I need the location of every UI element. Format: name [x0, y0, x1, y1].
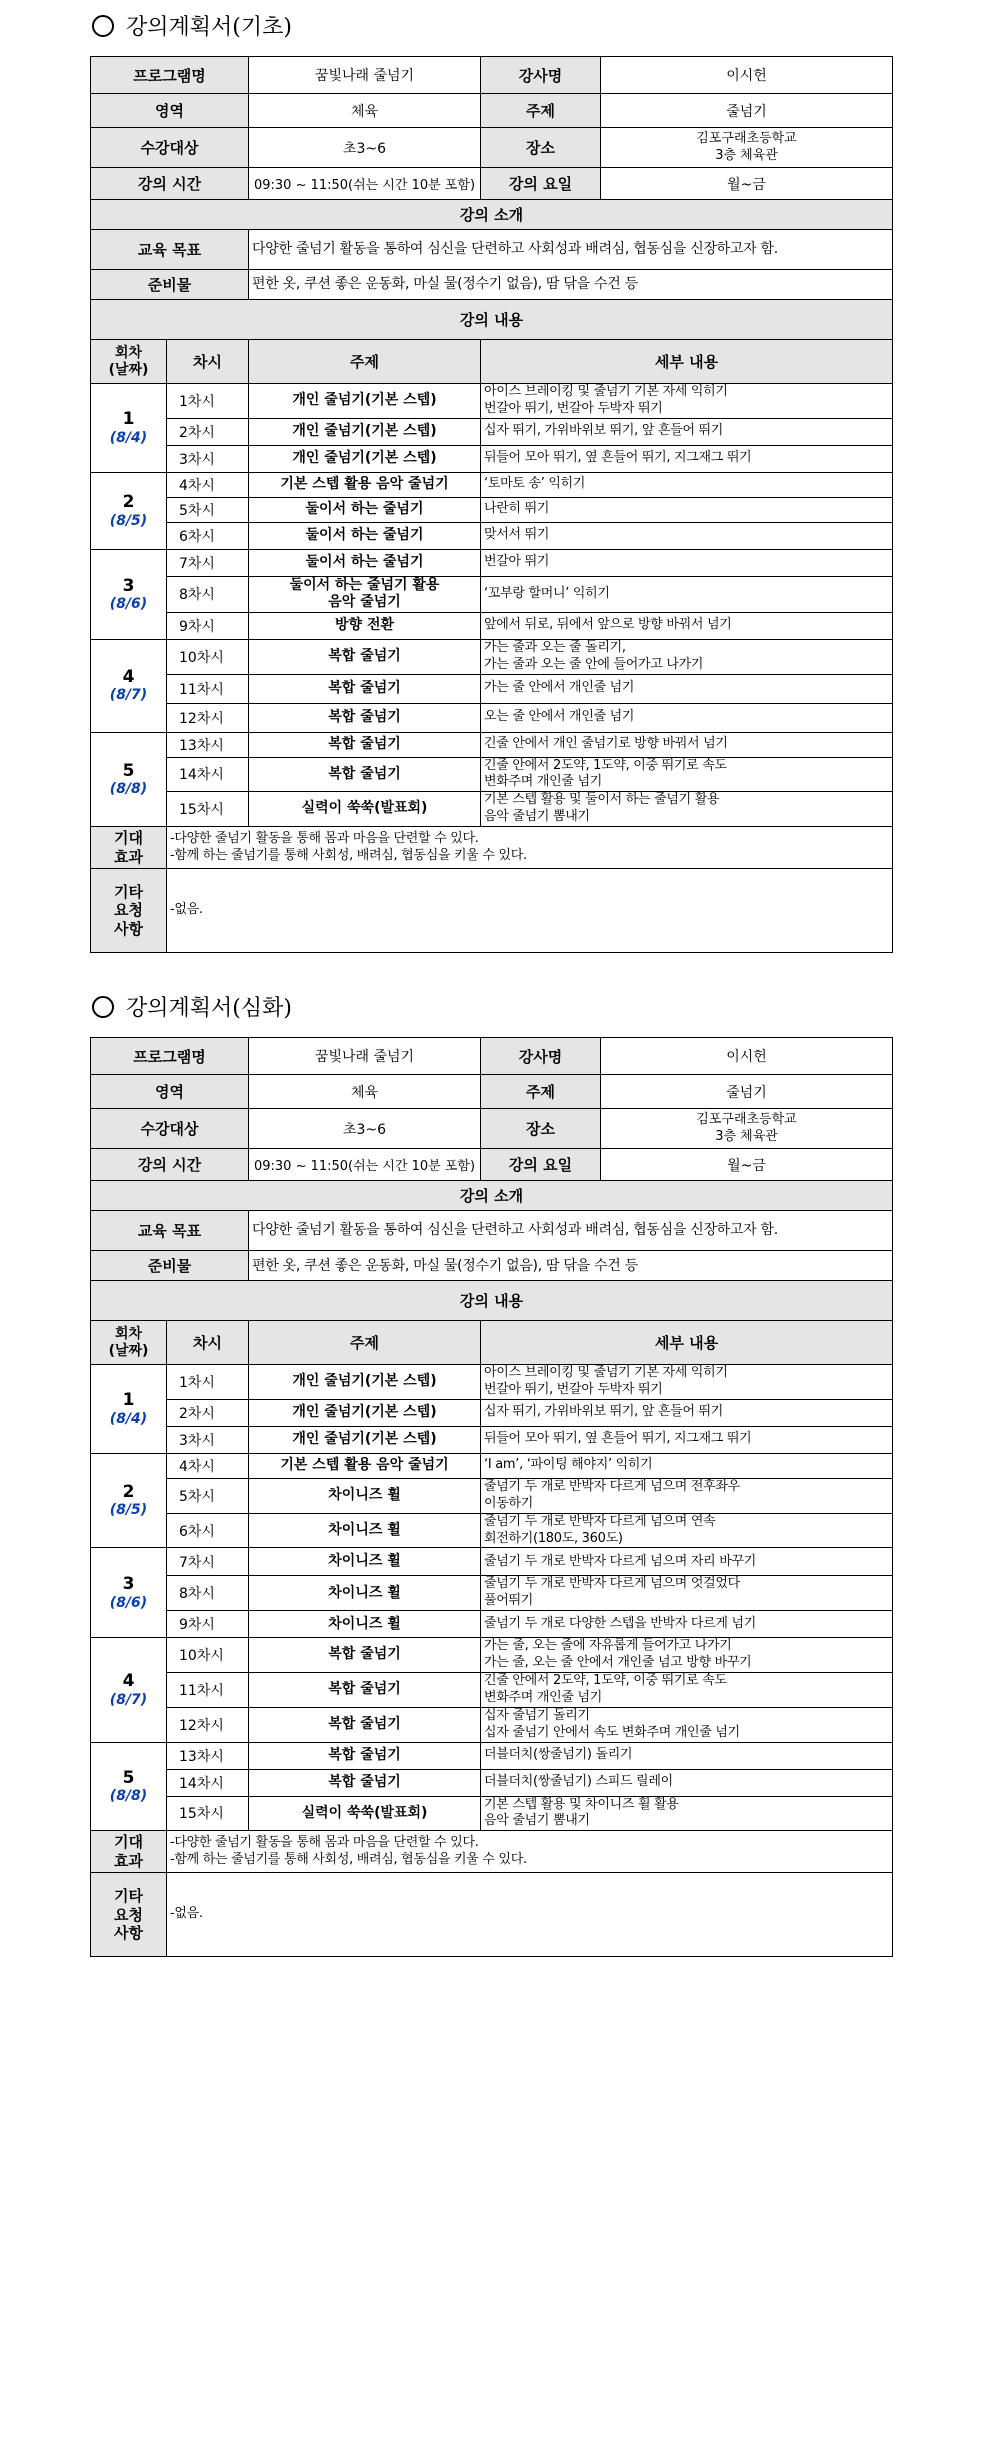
chasi-cell: 3차시 [167, 1426, 249, 1453]
topic-cell: 복합 줄넘기 [249, 1707, 481, 1742]
chasi-cell: 8차시 [167, 1576, 249, 1611]
detail-cell: 긴줄 안에서 2도약, 1도약, 이중 뛰기로 속도 변화주며 개인줄 넘기 [481, 757, 893, 792]
topic-cell: 방향 전환 [249, 612, 481, 639]
topic-cell: 차이니즈 휠 [249, 1513, 481, 1548]
target-value: 초3~6 [249, 128, 481, 168]
detail-cell: 가는 줄과 오는 줄 돌리기, 가는 줄과 오는 줄 안에 들어가고 나가기 [481, 639, 893, 674]
session-date: (8/8) [109, 781, 148, 798]
topic-cell: 기본 스텝 활용 음악 줄넘기 [249, 472, 481, 497]
session-number-cell [91, 1548, 167, 1638]
topic-cell: 실력이 쑥쑥(발표회) [249, 792, 481, 827]
section-title-text: 강의계획서(기초) [126, 15, 292, 40]
topic-cell: 복합 줄넘기 [249, 1742, 481, 1769]
detail-cell: 십자 줄넘기 돌리기 십자 줄넘기 안에서 속도 변화주며 개인줄 넘기 [481, 1707, 893, 1742]
topic-cell: 개인 줄넘기(기본 스텝) [249, 445, 481, 472]
topic-cell: 복합 줄넘기 [249, 757, 481, 792]
topic-cell: 차이니즈 휠 [249, 1611, 481, 1638]
target-label: 수강대상 [91, 128, 249, 168]
col-detail-header: 세부 내용 [481, 340, 893, 384]
session-number-cell [91, 1742, 167, 1831]
goal-label: 교육 목표 [91, 1211, 249, 1251]
chasi-cell: 2차시 [167, 418, 249, 445]
program-label: 프로그램명 [91, 57, 249, 94]
subject-value: 줄넘기 [601, 1075, 893, 1109]
topic-cell: 복합 줄넘기 [249, 1769, 481, 1796]
col-round-header: 회차 (날짜) [91, 1321, 167, 1365]
chasi-cell: 2차시 [167, 1399, 249, 1426]
chasi-cell: 14차시 [167, 757, 249, 792]
place-label: 장소 [481, 128, 601, 168]
topic-cell: 차이니즈 휠 [249, 1576, 481, 1611]
topic-cell: 기본 스텝 활용 음악 줄넘기 [249, 1453, 481, 1478]
detail-cell: 기본 스텝 활용 및 차이니즈 휠 활용 음악 줄넘기 뽐내기 [481, 1796, 893, 1831]
other-label: 기타 요청 사항 [91, 869, 167, 953]
session-date: (8/5) [109, 512, 148, 529]
instructor-label: 강사명 [481, 1038, 601, 1075]
chasi-cell: 15차시 [167, 1796, 249, 1831]
content-header: 강의 내용 [91, 1281, 893, 1321]
detail-cell: 뒤들어 모아 뛰기, 옆 흔들어 뛰기, 지그재그 뛰기 [481, 445, 893, 472]
chasi-cell: 9차시 [167, 1611, 249, 1638]
program-value: 꿈빛나래 줄넘기 [249, 57, 481, 94]
detail-cell: 번갈아 뛰기 [481, 549, 893, 576]
other-value: -없음. [167, 1873, 893, 1957]
session-number: 2 [122, 492, 135, 513]
chasi-cell: 5차시 [167, 1478, 249, 1513]
time-label: 강의 시간 [91, 1149, 249, 1181]
lecture-plan-table [90, 1037, 893, 1957]
session-number: 5 [122, 760, 135, 781]
other-label: 기타 요청 사항 [91, 1873, 167, 1957]
col-chasi-header: 차시 [167, 1321, 249, 1365]
prep-label: 준비물 [91, 270, 249, 300]
place-value: 김포구래초등학교 3층 체육관 [601, 1109, 893, 1149]
session-date: (8/8) [109, 1788, 148, 1805]
detail-cell: 더블더치(쌍줄넘기) 돌리기 [481, 1742, 893, 1769]
chasi-cell: 15차시 [167, 792, 249, 827]
chasi-cell: 4차시 [167, 1453, 249, 1478]
col-topic-header: 주제 [249, 340, 481, 384]
session-date: (8/4) [109, 429, 148, 446]
instructor-label: 강사명 [481, 57, 601, 94]
topic-cell: 둘이서 하는 줄넘기 활용 음악 줄넘기 [249, 576, 481, 612]
place-value: 김포구래초등학교 3층 체육관 [601, 128, 893, 168]
content-header: 강의 내용 [91, 300, 893, 340]
chasi-cell: 13차시 [167, 1742, 249, 1769]
chasi-cell: 10차시 [167, 1638, 249, 1673]
chasi-cell: 4차시 [167, 472, 249, 497]
detail-cell: 아이스 브레이킹 및 줄넘기 기본 자세 익히기 번갈아 뛰기, 번갈아 두박자 뛰기 [481, 384, 893, 419]
time-value: 09:30 ~ 11:50(쉬는 시간 10분 포함) [249, 1149, 481, 1181]
intro-header: 강의 소개 [91, 200, 893, 230]
col-chasi-header: 차시 [167, 340, 249, 384]
detail-cell: ‘토마토 송’ 익히기 [481, 472, 893, 497]
chasi-cell: 12차시 [167, 1707, 249, 1742]
target-value: 초3~6 [249, 1109, 481, 1149]
session-date: (8/7) [109, 1691, 148, 1708]
topic-cell: 개인 줄넘기(기본 스텝) [249, 1365, 481, 1400]
chasi-cell: 12차시 [167, 703, 249, 732]
chasi-cell: 6차시 [167, 522, 249, 549]
lecture-plan-section [0, 981, 992, 1957]
program-value: 꿈빛나래 줄넘기 [249, 1038, 481, 1075]
topic-cell: 개인 줄넘기(기본 스텝) [249, 1399, 481, 1426]
subject-label: 주제 [481, 1075, 601, 1109]
goal-value: 다양한 줄넘기 활동을 통하여 심신을 단련하고 사회성과 배려심, 협동심을 신장하고자 함. [249, 230, 893, 270]
topic-cell: 차이니즈 휠 [249, 1478, 481, 1513]
other-value: -없음. [167, 869, 893, 953]
session-date: (8/4) [109, 1410, 148, 1427]
section-title [0, 981, 992, 1037]
prep-value: 편한 옷, 쿠션 좋은 운동화, 마실 물(정수기 없음), 땀 닦을 수건 등 [249, 270, 893, 300]
session-date: (8/6) [109, 1594, 148, 1611]
intro-header: 강의 소개 [91, 1181, 893, 1211]
effect-value: -다양한 줄넘기 활동을 통해 몸과 마음을 단련할 수 있다. -함께 하는 줄넘기를 통해 사회성, 배려심, 협동심을 키울 수 있다. [167, 827, 893, 869]
goal-label: 교육 목표 [91, 230, 249, 270]
chasi-cell: 7차시 [167, 1548, 249, 1576]
effect-label: 기대 효과 [91, 1831, 167, 1873]
chasi-cell: 13차시 [167, 732, 249, 757]
session-date: (8/6) [109, 596, 148, 613]
effect-value: -다양한 줄넘기 활동을 통해 몸과 마음을 단련할 수 있다. -함께 하는 줄넘기를 통해 사회성, 배려심, 협동심을 키울 수 있다. [167, 1831, 893, 1873]
circle-bullet-icon [92, 996, 114, 1018]
lecture-plan-table [90, 56, 893, 953]
detail-cell: 줄넘기 두 개로 반박자 다르게 넘으며 연속 회전하기(180도, 360도) [481, 1513, 893, 1548]
detail-cell: 줄넘기 두 개로 반박자 다르게 넘으며 엇걸었다 풀어뛰기 [481, 1576, 893, 1611]
day-label: 강의 요일 [481, 1149, 601, 1181]
field-label: 영역 [91, 94, 249, 128]
detail-cell: 가는 줄 안에서 개인줄 넘기 [481, 674, 893, 703]
time-value: 09:30 ~ 11:50(쉬는 시간 10분 포함) [249, 168, 481, 200]
lecture-plan-section [0, 0, 992, 953]
detail-cell: 더블더치(쌍줄넘기) 스피드 릴레이 [481, 1769, 893, 1796]
field-value: 체육 [249, 94, 481, 128]
topic-cell: 개인 줄넘기(기본 스텝) [249, 1426, 481, 1453]
chasi-cell: 1차시 [167, 1365, 249, 1400]
session-number: 3 [122, 575, 135, 596]
session-number: 5 [122, 1767, 135, 1788]
session-number: 2 [122, 1482, 135, 1503]
chasi-cell: 5차시 [167, 497, 249, 522]
detail-cell: ‘꼬부랑 할머니’ 익히기 [481, 576, 893, 612]
session-number-cell [91, 1453, 167, 1548]
chasi-cell: 11차시 [167, 674, 249, 703]
topic-cell: 실력이 쑥쑥(발표회) [249, 1796, 481, 1831]
topic-cell: 복합 줄넘기 [249, 639, 481, 674]
session-number-cell [91, 384, 167, 473]
effect-label: 기대 효과 [91, 827, 167, 869]
detail-cell: 기본 스텝 활용 및 둘이서 하는 줄넘기 활용 음악 줄넘기 뽐내기 [481, 792, 893, 827]
detail-cell: 긴줄 안에서 개인 줄넘기로 방향 바꿔서 넘기 [481, 732, 893, 757]
detail-cell: 줄넘기 두 개로 다양한 스텝을 반박자 다르게 넘기 [481, 1611, 893, 1638]
target-label: 수강대상 [91, 1109, 249, 1149]
subject-value: 줄넘기 [601, 94, 893, 128]
detail-cell: 십자 뛰기, 가위바위보 뛰기, 앞 흔들어 뛰기 [481, 418, 893, 445]
program-label: 프로그램명 [91, 1038, 249, 1075]
session-number-cell [91, 472, 167, 549]
session-number: 1 [122, 1390, 135, 1411]
topic-cell: 복합 줄넘기 [249, 1638, 481, 1673]
field-label: 영역 [91, 1075, 249, 1109]
col-round-header: 회차 (날짜) [91, 340, 167, 384]
chasi-cell: 14차시 [167, 1769, 249, 1796]
detail-cell: 맞서서 뛰기 [481, 522, 893, 549]
detail-cell: 십자 뛰기, 가위바위보 뛰기, 앞 흔들어 뛰기 [481, 1399, 893, 1426]
col-topic-header: 주제 [249, 1321, 481, 1365]
detail-cell: 가는 줄, 오는 줄에 자유롭게 들어가고 나가기 가는 줄, 오는 줄 안에서 개인줄 넘고 방향 바꾸기 [481, 1638, 893, 1673]
prep-value: 편한 옷, 쿠션 좋은 운동화, 마실 물(정수기 없음), 땀 닦을 수건 등 [249, 1251, 893, 1281]
topic-cell: 개인 줄넘기(기본 스텝) [249, 418, 481, 445]
detail-cell: 줄넘기 두 개로 반박자 다르게 넘으며 자리 바꾸기 [481, 1548, 893, 1576]
session-date: (8/5) [109, 1502, 148, 1519]
subject-label: 주제 [481, 94, 601, 128]
col-detail-header: 세부 내용 [481, 1321, 893, 1365]
day-value: 월~금 [601, 1149, 893, 1181]
topic-cell: 복합 줄넘기 [249, 703, 481, 732]
session-number: 4 [122, 667, 135, 688]
time-label: 강의 시간 [91, 168, 249, 200]
session-number-cell [91, 549, 167, 639]
chasi-cell: 6차시 [167, 1513, 249, 1548]
chasi-cell: 1차시 [167, 384, 249, 419]
place-label: 장소 [481, 1109, 601, 1149]
session-number: 4 [122, 1671, 135, 1692]
topic-cell: 복합 줄넘기 [249, 1673, 481, 1708]
topic-cell: 둘이서 하는 줄넘기 [249, 549, 481, 576]
topic-cell: 둘이서 하는 줄넘기 [249, 497, 481, 522]
session-number: 1 [122, 409, 135, 430]
instructor-value: 이시헌 [601, 1038, 893, 1075]
field-value: 체육 [249, 1075, 481, 1109]
instructor-value: 이시헌 [601, 57, 893, 94]
topic-cell: 둘이서 하는 줄넘기 [249, 522, 481, 549]
topic-cell: 복합 줄넘기 [249, 732, 481, 757]
day-value: 월~금 [601, 168, 893, 200]
topic-cell: 복합 줄넘기 [249, 674, 481, 703]
session-number-cell [91, 1638, 167, 1742]
prep-label: 준비물 [91, 1251, 249, 1281]
day-label: 강의 요일 [481, 168, 601, 200]
session-number-cell [91, 732, 167, 827]
detail-cell: ‘I am’, ‘파이팅 해야지’ 익히기 [481, 1453, 893, 1478]
section-title-text: 강의계획서(심화) [126, 996, 292, 1022]
session-number-cell [91, 639, 167, 732]
detail-cell: 앞에서 뒤로, 뒤에서 앞으로 방향 바꿔서 넘기 [481, 612, 893, 639]
circle-bullet-icon [92, 15, 114, 37]
session-number-cell [91, 1365, 167, 1454]
chasi-cell: 10차시 [167, 639, 249, 674]
detail-cell: 긴줄 안에서 2도약, 1도약, 이중 뛰기로 속도 변화주며 개인줄 넘기 [481, 1673, 893, 1708]
chasi-cell: 11차시 [167, 1673, 249, 1708]
detail-cell: 나란히 뛰기 [481, 497, 893, 522]
detail-cell: 뒤들어 모아 뛰기, 옆 흔들어 뛰기, 지그재그 뛰기 [481, 1426, 893, 1453]
chasi-cell: 3차시 [167, 445, 249, 472]
goal-value: 다양한 줄넘기 활동을 통하여 심신을 단련하고 사회성과 배려심, 협동심을 신장하고자 함. [249, 1211, 893, 1251]
session-date: (8/7) [109, 687, 148, 704]
topic-cell: 차이니즈 휠 [249, 1548, 481, 1576]
chasi-cell: 7차시 [167, 549, 249, 576]
detail-cell: 아이스 브레이킹 및 줄넘기 기본 자세 익히기 번갈아 뛰기, 번갈아 두박자 뛰기 [481, 1365, 893, 1400]
chasi-cell: 8차시 [167, 576, 249, 612]
chasi-cell: 9차시 [167, 612, 249, 639]
detail-cell: 줄넘기 두 개로 반박자 다르게 넘으며 전후좌우 이동하기 [481, 1478, 893, 1513]
detail-cell: 오는 줄 안에서 개인줄 넘기 [481, 703, 893, 732]
topic-cell: 개인 줄넘기(기본 스텝) [249, 384, 481, 419]
session-number: 3 [122, 1574, 135, 1595]
section-title [0, 0, 992, 56]
